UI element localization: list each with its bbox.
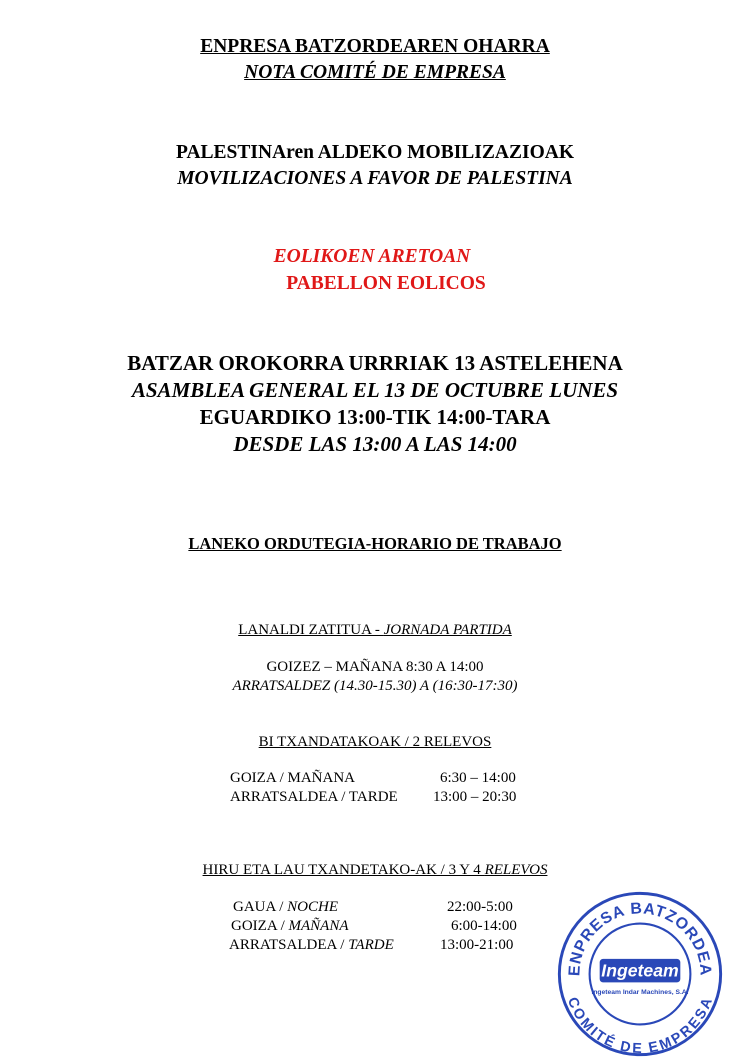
split-shift-afternoon: ARRATSALDEZ (14.30-15.30) A (16:30-17:30) (232, 678, 518, 694)
three-four-shifts-heading (0, 862, 750, 879)
schedule-title: LANEKO ORDUTEGIA-HORARIO DE TRABAJO (188, 534, 562, 553)
two-shifts-heading: BI TXANDATAKOAK / 2 RELEVOS (258, 734, 492, 750)
assembly-line-3: EGUARDIKO 13:00-TIK 14:00-TARA (199, 405, 551, 429)
three-four-shifts-heading-spanish: RELEVOS (484, 862, 548, 878)
split-shift-heading-basque: LANALDI ZATITUA - (238, 622, 384, 638)
assembly-line-2: ASAMBLEA GENERAL EL 13 DE OCTUBRE LUNES (131, 378, 619, 402)
night-shift-label: GAUA / NOCHE (233, 899, 339, 915)
split-shift-heading (0, 622, 750, 639)
night-shift-time: 22:00-5:00 (447, 899, 513, 915)
stamp-bottom-text: COMITÉ DE EMPRESA (564, 995, 716, 1057)
afternoon-shift-time: 13:00-21:00 (440, 937, 514, 953)
assembly-line-1: BATZAR OROKORRA URRRIAK 13 ASTELEHENA (127, 351, 623, 375)
two-shifts-label-afternoon: ARRATSALDEA / TARDE (230, 789, 398, 805)
two-shifts-time-morning: 6:30 – 14:00 (440, 770, 516, 786)
subject-spanish: MOVILIZACIONES A FAVOR DE PALESTINA (177, 168, 573, 189)
company-committee-stamp (556, 890, 724, 1058)
stamp-company-name: Ingeteam Indar Machines, S.A. (591, 989, 689, 997)
assembly-line-4: DESDE LAS 13:00 A LAS 14:00 (233, 432, 517, 456)
title-spanish: NOTA COMITÉ DE EMPRESA (244, 62, 506, 83)
location-spanish: PABELLON EOLICOS (286, 273, 486, 294)
morning-shift-time: 6:00-14:00 (451, 918, 517, 934)
split-shift-morning: GOIZEZ – MAÑANA 8:30 A 14:00 (266, 659, 484, 675)
stamp-top-text: ENPRESA BATZORDEA (566, 900, 714, 977)
stamp-logo: Ingeteam (601, 960, 679, 981)
two-shifts-time-afternoon: 13:00 – 20:30 (433, 789, 517, 805)
morning-shift-label: GOIZA / MAÑANA (231, 918, 349, 934)
two-shifts-label-morning: GOIZA / MAÑANA (230, 770, 355, 786)
location-basque: EOLIKOEN ARETOAN (273, 246, 471, 267)
split-shift-heading-spanish: JORNADA PARTIDA (383, 622, 512, 638)
subject-basque: PALESTINAren ALDEKO MOBILIZAZIOAK (175, 142, 575, 163)
afternoon-shift-label: ARRATSALDEA / TARDE (229, 937, 394, 953)
title-basque: ENPRESA BATZORDEAREN OHARRA (200, 36, 550, 57)
three-four-shifts-heading-basque: HIRU ETA LAU TXANDETAKO-AK / 3 Y 4 (202, 862, 485, 878)
